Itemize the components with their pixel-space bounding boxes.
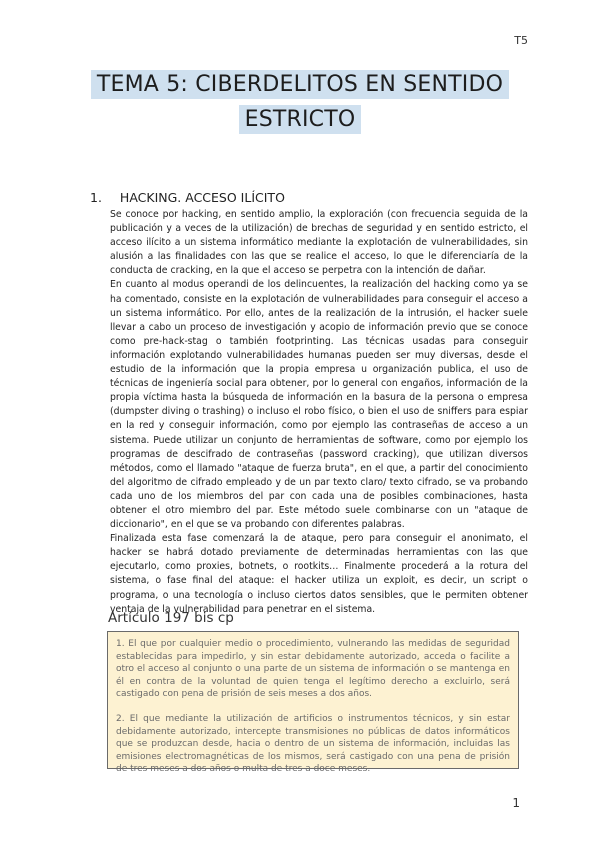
section-number: 1. <box>90 190 102 205</box>
article-heading: Artículo 197 bis cp <box>108 610 234 626</box>
section-heading <box>90 190 285 205</box>
header-tag: T5 <box>514 34 528 47</box>
body-paragraph-3: Finalizada esta fase comenzará la de ataque, pero para conseguir el anonimato, el hacker se habrá dotado previamente de determinadas herramientas con las que ejecutarlo, como proxies, botnets, o rootkits… Finalmente procederá a la rotura del sistema, o fase final del ataque: el hacker utiliza un exploit, es decir, un script o programa, o una tecnología o incluso ciertos datos sensibles, que le permiten obtener ventaja de la vulnerabilidad para penetrar en el sistema. <box>110 533 528 615</box>
body-paragraph-2: En cuanto al modus operandi de los delincuentes, la realización del hacking como ya se ha comentado, consiste en la explotación de vulnerabilidades para conseguir el acceso a un sistema informático. Por ello, antes de la realización de la intrusión, el hacker suele llevar a cabo un proceso de investigación y acopio de información previo que se conoce como pre-hack-stag o también footprinting. Las técnicas usadas para conseguir información explotando vulnerabilidades humanas pueden ser muy diversas, desde el estudio de la información que la propia empresa u organización publica, el uso de técnicas de ingeniería social para obtener, por lo general con engaños, información de la propia víctima hasta la búsqueda de información en la basura de la persona o empresa (dumpster diving o trashing) o incluso el robo físico, o bien el uso de sniffers para espiar en la red y conseguir información, como por ejemplo las contraseñas de acceso a un sistema. Puede utilizar un conjunto de herramientas de software, como por ejemplo los programas de descifrado de contraseñas (password cracking), que utilizan diversos métodos, como el llamado "ataque de fuerza bruta", en el que, a partir del conocimiento del algoritmo de cifrado empleado y de un par texto claro/ texto cifrado, se va probando cada uno de los miembros del par con cada una de posibles combinaciones, hasta obtener el otro miembro del par. Este método suele combinarse con un "ataque de diccionario", en el que se va probando con diferentes palabras. <box>110 279 528 531</box>
page-number: 1 <box>512 796 520 810</box>
article-box <box>107 631 519 775</box>
title-line-1: TEMA 5: CIBERDELITOS EN SENTIDO <box>91 70 509 99</box>
page-title <box>0 70 600 134</box>
article-paragraph-2: 2. El que mediante la utilización de artificios o instrumentos técnicos, y sin estar debidamente autorizado, intercepte transmisiones no públicas de datos informáticos que se produzcan desde, hacia o dentro de un sistema de información, incluidas las emisiones electromagnéticas de los mismos, será castigado con una pena de prisión de tres meses a dos años o multa de tres a doce meses. <box>116 713 510 775</box>
body-text <box>110 208 528 617</box>
title-line-2: ESTRICTO <box>239 105 362 134</box>
section-heading-text: HACKING. ACCESO ILÍCITO <box>119 190 285 205</box>
article-paragraph-1: 1. El que por cualquier medio o procedimiento, vulnerando las medidas de seguridad establecidas para impedirlo, y sin estar debidamente autorizado, acceda o facilite a otro el acceso al conjunto o una parte de un sistema de información o se mantenga en él en contra de la voluntad de quien tenga el legítimo derecho a excluirlo, será castigado con pena de prisión de seis meses a dos años. <box>116 639 510 700</box>
body-paragraph-1: Se conoce por hacking, en sentido amplio, la exploración (con frecuencia seguida de la publicación y a veces de la utilización) de brechas de seguridad y en sentido estricto, el acceso ilícito a un sistema informático mediante la explotación de vulnerabilidades, sin alusión a las finalidades con las que se realice el acceso, lo que le diferenciaría de la conducta de cracking, en la que el acceso se perpetra con la intención de dañar. <box>110 209 528 277</box>
